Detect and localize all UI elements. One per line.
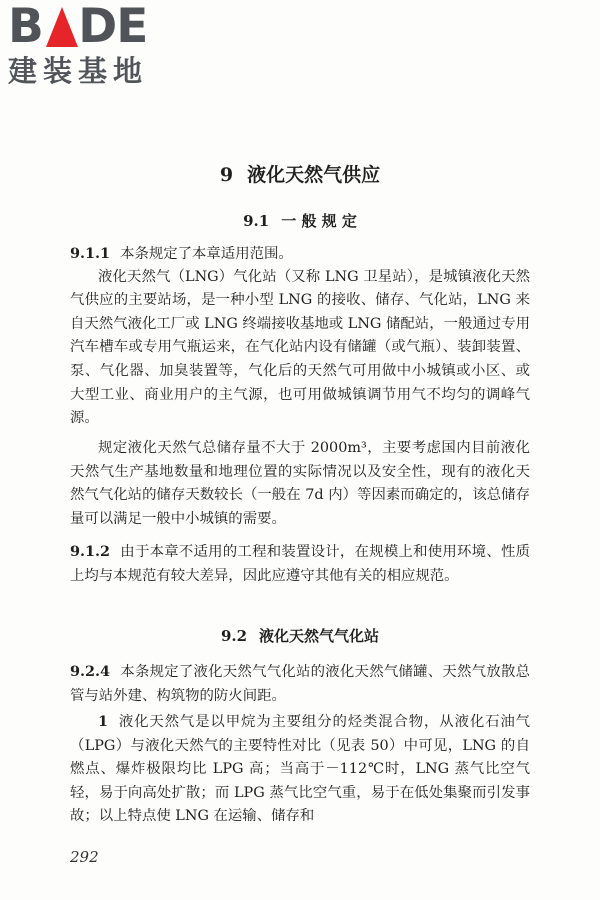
section-number: 9.1	[243, 212, 270, 230]
bade-logo	[8, 2, 178, 88]
logo-triangle-icon	[46, 7, 78, 47]
page-number: 292	[70, 848, 99, 866]
clause-9-2-4	[70, 660, 530, 708]
clause-number: 9.1.2	[70, 543, 111, 560]
chapter-title: 液化天然气供应	[247, 164, 381, 186]
section-title: 一 般 规 定	[281, 212, 357, 230]
clause-9-1-2	[70, 540, 530, 588]
clause-text: 由于本章不适用的工程和装置设计，在规模上和使用环境、性质上均与本规范有较大差异，因此应遵守其他有关的相应规范。	[70, 544, 530, 584]
clause-text: 本条规定了本章适用范围。	[120, 246, 293, 262]
paragraph-storage-capacity: 规定液化天然气总储存量不大于 2000m³，主要考虑国内目前液化天然气生产基地数量和地理位置的实际情况以及安全性，现有的液化天然气气化站的储存天数较长（一般在 7d 内）等因素而确定的，该总储存量可以满足一般中小城镇的需要。	[70, 440, 530, 527]
logo-letters-de: DE	[78, 0, 148, 54]
paragraph-lng-station: 液化天然气（LNG）气化站（又称 LNG 卫星站），是城镇液化天然气供应的主要站场，是一种小型 LNG 的接收、储存、气化站，LNG 来自天然气液化工厂或 LNG 终端接收基地或 LNG 储配站，一般通过专用汽车槽车或专用气瓶运来，在气化站内设有储罐（或气瓶）、装卸装置、泵、气化器、加臭装置等，气化后的天然气可用做中小城镇或小区、或大型工业、商业用户的主气源，也可用做城镇调节用气不均匀的调峰气源。	[70, 268, 530, 427]
clause-number: 9.1.1	[70, 245, 111, 262]
logo-letter-a	[43, 2, 78, 52]
section-heading-9-2	[70, 625, 530, 646]
logo-letter-b: B	[8, 0, 43, 54]
section-heading-9-1	[70, 210, 530, 231]
item-1	[70, 710, 530, 829]
chapter-number: 9	[219, 164, 234, 186]
clause-9-1-1	[70, 242, 530, 267]
clause-text: 本条规定了液化天然气气化站的液化天然气储罐、天然气放散总管与站外建、构筑物的防火间距。	[70, 664, 530, 704]
clause-number: 9.2.4	[70, 663, 111, 680]
chapter-heading	[70, 160, 530, 187]
item-number: 1	[98, 713, 109, 730]
section-title: 液化天然气气化站	[259, 627, 380, 645]
logo-wordmark	[8, 2, 178, 52]
logo-subtitle: 建装基地	[8, 54, 149, 88]
item-text: 液化天然气是以甲烷为主要组分的烃类混合物，从液化石油气（LPG）与液化天然气的主要特性对比（见表 50）中可见，LNG 的自燃点、爆炸极限均比 LPG 高；当高于－112℃时，LNG 蒸气比空气轻，易于向高处扩散；而 LPG 蒸气比空气重，易于在低处集聚而引发事故；以上特点使 LNG 在运输、储存和	[70, 714, 530, 825]
section-number: 9.2	[220, 627, 248, 645]
